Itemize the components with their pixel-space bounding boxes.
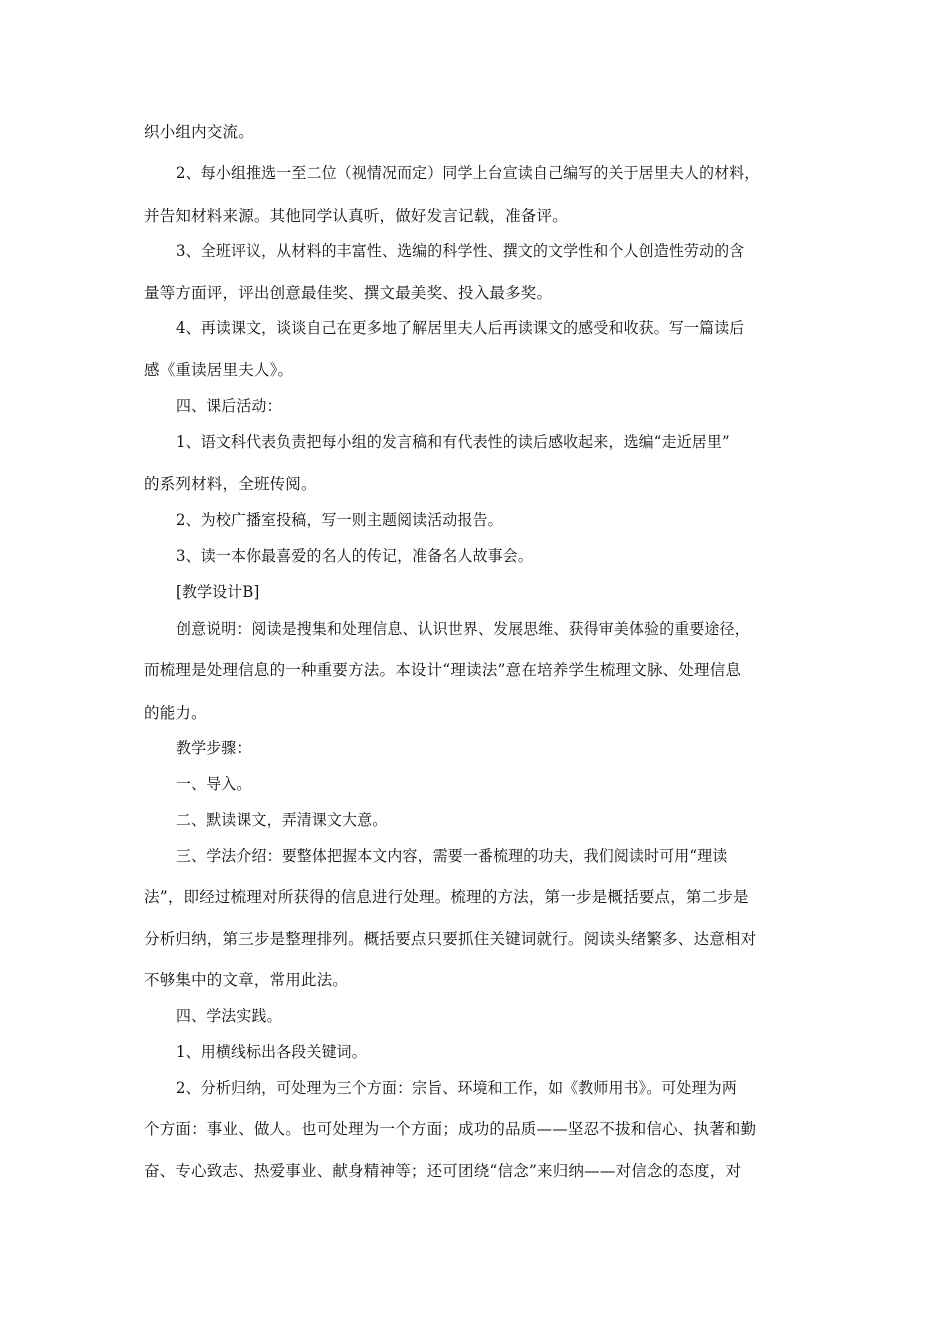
text-line: 创意说明：阅读是搜集和处理信息、认识世界、发展思维、获得审美体验的重要途径，	[176, 620, 750, 638]
text-line: 2、为校广播室投稿，写一则主题阅读活动报告。	[176, 511, 503, 529]
text-line: 奋、专心致志、热爱事业、献身精神等；还可团绕“信念”来归纳——对信念的态度，对	[144, 1162, 742, 1180]
text-line: 3、全班评议，从材料的丰富性、选编的科学性、撰文的文学性和个人创造性劳动的含	[176, 242, 745, 260]
text-line: 并告知材料来源。其他同学认真听，做好发言记载，准备评。	[144, 207, 568, 225]
section-heading: 四、课后活动：	[176, 397, 282, 415]
text-line: 个方面：事业、做人。也可处理为一个方面；成功的品质——坚忍不拔和信心、执著和勤	[144, 1120, 757, 1138]
text-line: 1、语文科代表负责把每小组的发言稿和有代表性的读后感收起来，选编“走近居里”	[176, 433, 730, 451]
text-line: 2、分析归纳，可处理为三个方面：宗旨、环境和工作，如《教师用书》。可处理为两	[176, 1079, 737, 1097]
text-line: 量等方面评，评出创意最佳奖、撰文最美奖、投入最多奖。	[144, 284, 553, 302]
text-line: 1、用横线标出各段关键词。	[176, 1043, 367, 1061]
text-line: 4、再读课文，谈谈自己在更多地了解居里夫人后再读课文的感受和收获。写一篇读后	[176, 319, 745, 337]
text-line: 感《重读居里夫人》。	[144, 361, 294, 379]
text-line: 3、读一本你最喜爱的名人的传记，准备名人故事会。	[176, 547, 533, 565]
text-line: 法”，即经过梳理对所获得的信息进行处理。梳理的方法，第一步是概括要点，第二步是	[144, 888, 749, 906]
text-line: 分析归纳，第三步是整理排列。概括要点只要抓住关键词就行。阅读头绪繁多、达意相对	[144, 930, 757, 948]
text-line: 的系列材料，全班传阅。	[144, 475, 317, 493]
text-line: 而梳理是处理信息的一种重要方法。本设计“理读法”意在培养学生梳理文脉、处理信息	[144, 661, 742, 679]
section-heading: 四、学法实践。	[176, 1007, 282, 1025]
text-line: 三、学法介绍：要整体把握本文内容，需要一番梳理的功夫，我们阅读时可用“理读	[176, 847, 728, 865]
text-line: 二、默读课文，弄清课文大意。	[176, 811, 388, 829]
text-line: 织小组内交流。	[144, 123, 254, 141]
text-line: 不够集中的文章，常用此法。	[144, 971, 349, 989]
text-line: 的能力。	[144, 704, 207, 722]
section-heading: [教学设计B]	[176, 583, 260, 601]
section-heading: 教学步骤：	[176, 739, 252, 757]
text-line: 2、每小组推选一至二位（视情况而定）同学上台宣读自己编写的关于居里夫人的材料，	[176, 164, 760, 182]
text-line: 一、导入。	[176, 775, 252, 793]
